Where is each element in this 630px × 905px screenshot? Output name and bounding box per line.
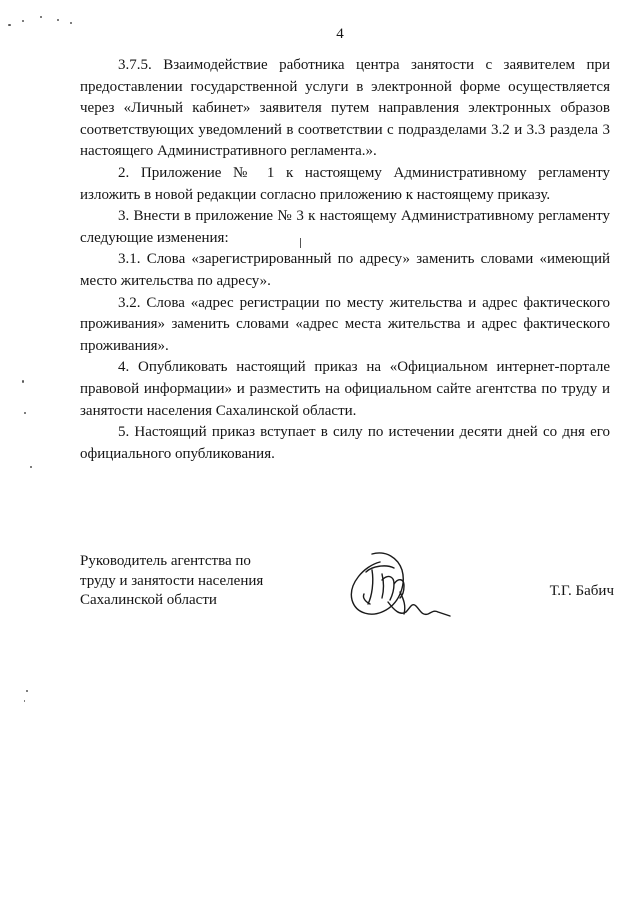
- paragraph-item-2: 2. Приложение № 1 к настоящему Административному регламенту изложить в новой редакции согласно приложению к настоящему приказу.: [80, 164, 610, 203]
- document-body: [80, 55, 610, 465]
- signer-name: Т.Г. Бабич: [549, 583, 614, 599]
- scan-speck: [40, 16, 42, 18]
- scan-speck: [22, 380, 24, 383]
- signature-block: [80, 552, 620, 642]
- scan-speck: [70, 22, 72, 24]
- paragraph-item-3-2: 3.2. Слова «адрес регистрации по месту жительства и адрес фактического проживания» заменить словами «адрес места жительства и адрес фактического проживания».: [80, 294, 610, 354]
- scan-speck: [24, 412, 26, 414]
- page-number: 4: [336, 26, 344, 42]
- scan-speck: [30, 466, 32, 468]
- paragraph-item-5: 5. Настоящий приказ вступает в силу по истечении десяти дней со дня его официального опубликования.: [80, 424, 610, 462]
- scan-speck: [57, 19, 59, 21]
- scan-speck: [8, 24, 11, 26]
- paragraph-item-3: 3. Внести в приложение № 3 к настоящему Административному регламенту следующие изменения:: [80, 208, 610, 246]
- handwritten-signature: [342, 544, 462, 634]
- scan-speck: [26, 690, 28, 692]
- signer-position-line: труду и занятости населения: [80, 572, 264, 589]
- scan-speck: [24, 700, 25, 702]
- paragraph-item-4: 4. Опубликовать настоящий приказ на «Официальном интернет-портале правовой информации» и разместить на официальном сайте агентства по труду и занятости населения Сахалинской области.: [80, 359, 610, 419]
- scan-speck: [300, 238, 301, 248]
- signer-position-line: Сахалинской области: [80, 592, 217, 608]
- signer-position: [80, 552, 320, 611]
- paragraph-3-7-5: 3.7.5. Взаимодействие работника центра занятости с заявителем при предоставлении государственной услуги в электронной форме осуществляется через «Личный кабинет» заявителя путем направления электронных образов соответствующих уведомлений в соответствии с подразделами 3.2 и 3.3 раздела 3 настоящего Административного регламента.».: [80, 57, 610, 160]
- paragraph-item-3-1: 3.1. Слова «зарегистрированный по адресу» заменить словами «имеющий место жительства по адресу».: [80, 251, 610, 289]
- scan-speck: [22, 20, 24, 22]
- signer-position-line: Руководитель агентства по: [80, 553, 251, 569]
